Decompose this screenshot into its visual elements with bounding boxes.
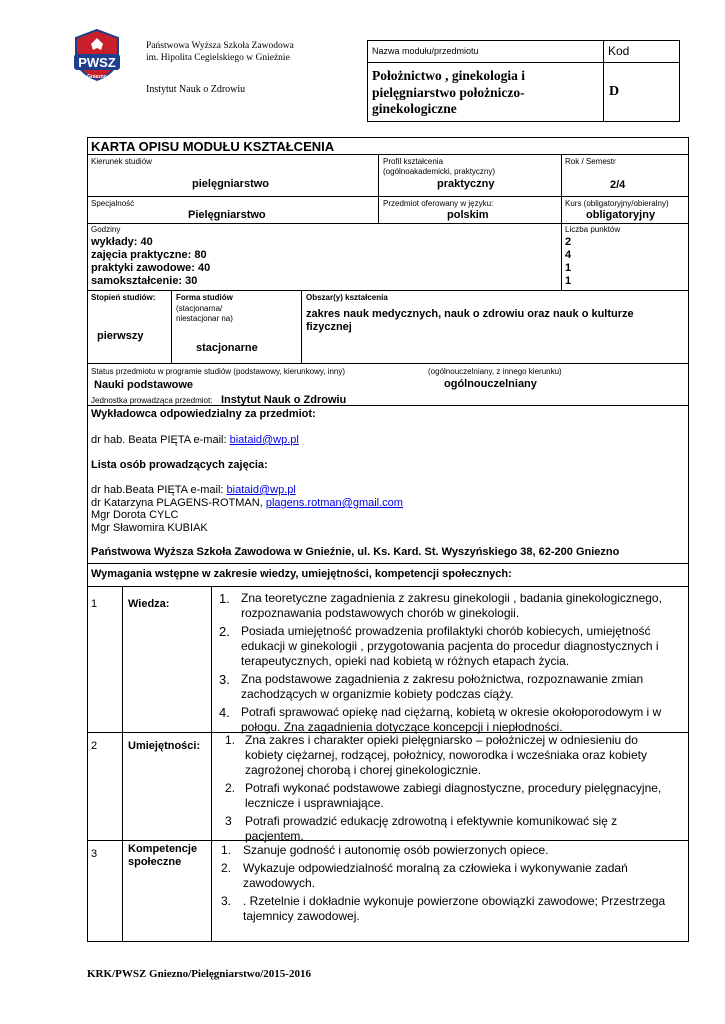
item-number: 2.: [225, 781, 236, 795]
form-value: stacjonarne: [196, 342, 258, 354]
list-item: [219, 705, 684, 735]
general-label: (ogólnouczelniany, z innego kierunku): [428, 367, 562, 376]
req-1-number: 1: [91, 598, 98, 610]
school-address: Państwowa Wyższa Szkoła Zawodowa w Gnieźnie, ul. Ks. Kard. St. Wyszyńskiego 38, 62-200 Gniezno: [91, 546, 620, 558]
points-lectures: 2: [565, 236, 572, 248]
area-label: Obszar(y) kształcenia: [306, 293, 388, 302]
school-name-line1: Państwowa Wyższa Szkoła Zawodowa: [146, 41, 294, 51]
card-title: KARTA OPISU MODUŁU KSZTAŁCENIA: [91, 139, 335, 154]
staff-line-3: Mgr Dorota CYLC: [91, 509, 179, 521]
unit-label: Jednostka prowadząca przedmiot:: [91, 396, 213, 405]
hours-internship: praktyki zawodowe: 40: [91, 262, 211, 274]
hours-lectures: wykłady: 40: [91, 236, 153, 248]
item-line: Posiada umiejętność prowadzenia profilaktyki chorób kobiecych, umiejętność: [241, 624, 651, 638]
specialty-value: Pielęgniarstwo: [188, 209, 266, 221]
item-line: pacjentem.: [245, 829, 304, 843]
item-line: zawodowych.: [243, 876, 316, 890]
hours-practical: zajęcia praktyczne: 80: [91, 249, 207, 261]
school-logo: [72, 28, 122, 82]
item-line: rozpoznawania podstawowych chorób w ginekologii.: [241, 606, 520, 620]
staff-heading: Lista osób prowadzących zajęcia:: [91, 459, 268, 471]
points-label: Liczba punktów: [565, 225, 621, 234]
item-line: Potrafi prowadzić edukację zdrowotną i efektywnie komunikować się z: [245, 814, 618, 828]
profile-value: praktyczny: [437, 178, 495, 190]
item-line: lecznicze i usprawniające.: [245, 796, 384, 810]
staff1-email-link[interactable]: biataid@wp.pl: [226, 484, 296, 496]
item-line: Potrafi wykonać podstawowe zabiegi diagnostyczne, procedury pielęgnacyjne,: [245, 781, 662, 795]
lecturer-email-link[interactable]: biataid@wp.pl: [229, 434, 299, 446]
item-number: 1.: [221, 843, 232, 857]
module-code: D: [609, 84, 620, 99]
item-number: 1.: [225, 733, 236, 747]
year-label: Rok / Semestr: [565, 157, 616, 166]
list-item: [221, 861, 684, 891]
staff2-name: dr Katarzyna PLAGENS-ROTMAN,: [91, 497, 263, 509]
item-line: terapeutycznych, opieki nad kobietą w różnych etapach życia.: [241, 654, 570, 668]
item-line: Zna teoretyczne zagadnienia z zakresu ginekologii , badania ginekologicznego,: [241, 591, 662, 605]
language-value: polskim: [447, 209, 489, 221]
points-selfstudy: 1: [565, 275, 572, 287]
language-label: Przedmiot oferowany w języku:: [383, 199, 494, 208]
module-name-label: Nazwa modułu/przedmiotu: [372, 46, 479, 56]
school-name-line2: im. Hipolita Cegielskiego w Gnieźnie: [146, 53, 290, 63]
logo-subtext: Gniezno: [87, 74, 107, 80]
list-item: [221, 894, 684, 924]
list-item: [219, 672, 684, 702]
item-line: kobiety ciężarnej, rodzącej, położnicy, noworodka i wcześniaka oraz kobiety: [245, 748, 647, 762]
item-number: 1.: [219, 591, 230, 606]
page-footer: KRK/PWSZ Gniezno/Pielęgniarstwo/2015-2016: [87, 968, 311, 980]
item-number: 3.: [219, 672, 230, 687]
form-label: Forma studiów: [176, 293, 233, 302]
degree-label: Stopień studiów:: [91, 293, 156, 302]
list-item: [225, 814, 684, 844]
staff-line-1: [91, 484, 296, 497]
item-line: Zna podstawowe zagadnienia z zakresu położnictwa, rozpoznawanie zmian: [241, 672, 644, 686]
item-line: Potrafi sprawować opiekę nad ciężarną, kobietą w okresie okołoporodowym i w: [241, 705, 662, 719]
field-value: pielęgniarstwo: [192, 178, 270, 190]
item-line: zagrożonej chorobą i chorej ginekologicznie.: [245, 763, 482, 777]
req-1-list: [219, 591, 684, 735]
status-value: Nauki podstawowe: [94, 379, 194, 391]
item-number: 3.: [221, 894, 232, 908]
points-internship: 1: [565, 262, 572, 274]
item-line: Wykazuje odpowiedzialność moralną za człowieka i wykonywanie zadań: [243, 861, 628, 875]
profile-label: Profil kształcenia: [383, 157, 444, 166]
item-number: 2.: [219, 624, 230, 639]
staff1-name: dr hab.Beata PIĘTA e-mail:: [91, 484, 224, 496]
item-line: edukacji w ginekologii , przygotowania pacjenta do procedur diagnostycznych i: [241, 639, 659, 653]
req-2-category: Umiejętności:: [128, 740, 201, 752]
item-line: . Rzetelnie i dokładnie wykonuje powierzone obowiązki zawodowe; Przestrzega: [243, 894, 666, 908]
item-line: Zna zakres i charakter opieki pielęgniarsko – położniczej w odniesieniu do: [245, 733, 638, 747]
degree-value: pierwszy: [97, 330, 144, 342]
institute-name: Instytut Nauk o Zdrowiu: [146, 84, 246, 95]
item-number: 4.: [219, 705, 230, 720]
item-line: tajemnicy zawodowej.: [243, 909, 360, 923]
logo-text: PWSZ: [78, 55, 116, 70]
item-line: Szanuje godność i autonomię osób powierzonych opiece.: [243, 843, 549, 857]
hours-label: Godziny: [91, 225, 121, 234]
course-label: Kurs (obligatoryjny/obieralny): [565, 199, 669, 208]
list-item: [219, 591, 684, 621]
lecturer-name: dr hab. Beata PIĘTA e-mail:: [91, 434, 227, 446]
year-value: 2/4: [610, 179, 626, 191]
req-2-number: 2: [91, 740, 98, 752]
general-value: ogólnouczelniany: [444, 378, 537, 390]
course-value: obligatoryjny: [586, 209, 656, 221]
status-label: Status przedmiotu w programie studiów (podstawowy, kierunkowy, inny): [91, 367, 346, 376]
lecturer-line: [91, 434, 299, 447]
req-2-list: [225, 733, 684, 844]
field-label: Kierunek studiów: [91, 157, 152, 166]
unit-value: Instytut Nauk o Zdrowiu: [221, 394, 347, 406]
req-1-category: Wiedza:: [128, 598, 170, 610]
req-3-number: 3: [91, 848, 98, 860]
list-item: [225, 733, 684, 778]
item-line: zachodzących w organizmie kobiety podczas ciąży.: [241, 687, 514, 701]
form-sub: (stacjonarna/ niestacjonar na): [176, 304, 233, 323]
item-line: połogu. Zna zagadnienia dotyczące koncepcji i niepłodności.: [241, 720, 563, 734]
list-item: [221, 843, 684, 858]
staff2-email-link[interactable]: plagens.rotman@gmail.com: [265, 497, 403, 509]
req-3-list: [221, 843, 684, 924]
list-item: [219, 624, 684, 669]
points-practical: 4: [565, 249, 572, 261]
specialty-label: Specjalność: [91, 199, 135, 208]
list-item: [225, 781, 684, 811]
module-name: Położnictwo , ginekologia i pielęgniarstwo położniczo-ginekologiczne: [372, 68, 525, 116]
item-number: 3: [225, 814, 232, 828]
item-number: 2.: [221, 861, 232, 875]
staff-line-4: Mgr Sławomira KUBIAK: [91, 522, 208, 534]
area-value: zakres nauk medycznych, nauk o zdrowiu oraz nauk o kulturze fizycznej: [306, 308, 634, 333]
req-3-category: Kompetencje społeczne: [128, 843, 198, 868]
lecturer-heading: Wykładowca odpowiedzialny za przedmiot:: [91, 408, 316, 420]
code-label: Kod: [608, 44, 630, 58]
hours-selfstudy: samokształcenie: 30: [91, 275, 198, 287]
profile-sub: (ogólnoakademicki, praktyczny): [383, 167, 496, 176]
requirements-heading: Wymagania wstępne w zakresie wiedzy, umiejętności, kompetencji społecznych:: [91, 568, 512, 580]
